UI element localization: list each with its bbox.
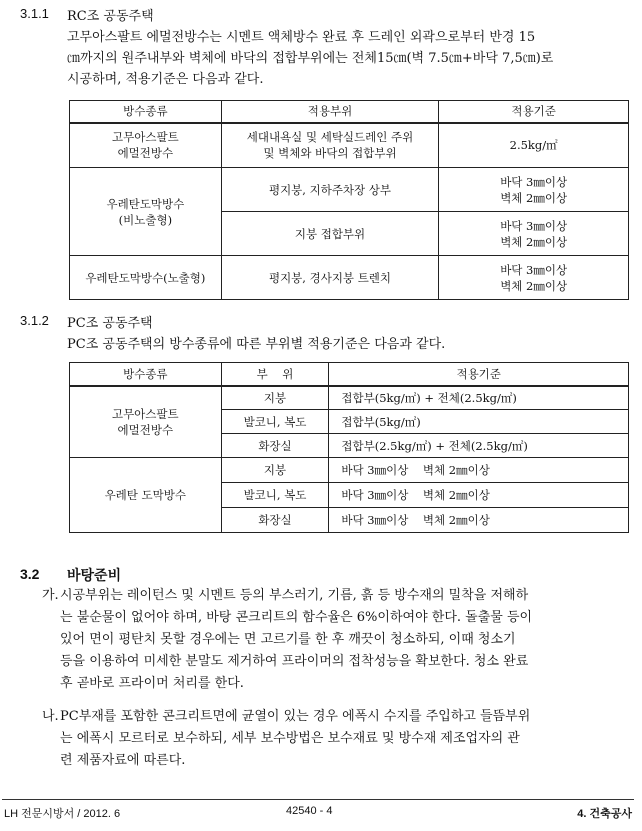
table-cell: 2.5kg/㎡ [439, 123, 629, 168]
table-header: 부 위 [221, 363, 329, 386]
table-cell: 발코니, 복도 [221, 410, 329, 434]
table-cell: 바닥 3㎜이상 벽체 2㎜이상 [329, 508, 629, 533]
table-cell: 바닥 3㎜이상 벽체 2㎜이상 [329, 458, 629, 483]
list-marker: 가. [42, 588, 59, 603]
table-cell: 고무아스팔트 에멀전방수 [70, 123, 222, 168]
table-cell: 지붕 [221, 458, 329, 483]
table-cell: 바닥 3㎜이상 벽체 2㎜이상 [439, 256, 629, 300]
list-text: PC부재를 포함한 콘크리트면에 균열이 있는 경우 에폭시 수지를 주입하고 들뜸부위 는 에폭시 모르터로 보수하되, 세부 보수방법은 보수재료 및 방수재 제조업자의 관 련 제품자료에 따른다. [60, 709, 531, 768]
table-cell: 세대내욕실 및 세탁실드레인 주위 및 벽체와 바닥의 접합부위 [221, 123, 439, 168]
rc-waterproof-table [69, 100, 629, 300]
intro-line: 고무아스팔트 에멀전방수는 시멘트 액체방수 완료 후 드레인 외곽으로부터 반경 15 [67, 30, 536, 45]
list-text: 시공부위는 레이턴스 및 시멘트 등의 부스러기, 기름, 흙 등 방수재의 밀착을 저해하 는 불순물이 없어야 하며, 바탕 콘크리트의 함수율은 6%이하여야 한다. 돌출물 등이 있어 면이 평탄치 못할 경우에는 면 고르기를 한 후 깨끗이 청소하되, 이때 청소기 등을 이용하여 미세한 분말도 제거하여 프라이머의 접착성능을 확보한다. 청소 완료 후 곧바로 프라이머 처리를 한다. [60, 588, 533, 691]
table-cell: 화장실 [221, 508, 329, 533]
section-title-312: PC조 공동주택 [67, 316, 153, 331]
section-311-intro [67, 27, 553, 90]
intro-line: ㎝까지의 원주내부와 벽체에 바닥의 접합부위에는 전체15㎝(벽 7.5㎝+바닥 7,5㎝)로 [67, 51, 554, 66]
footer-right: 4. 건축공사 [577, 808, 632, 820]
table-header: 적용기준 [329, 363, 629, 386]
footer-page-number: 42540 - 4 [286, 805, 333, 817]
table-cell: 우레탄도막방수(노출형) [70, 256, 222, 300]
table-cell: 접합부(5kg/㎡) + 전체(2.5kg/㎡) [329, 386, 629, 410]
table-cell: 바닥 3㎜이상 벽체 2㎜이상 [329, 483, 629, 508]
table-cell: 평지붕, 지하주차장 상부 [221, 168, 439, 212]
table-cell: 접합부(5kg/㎡) [329, 410, 629, 434]
pc-waterproof-table [69, 362, 629, 533]
section-number-32: 3.2 [20, 566, 40, 582]
table-cell: 우레탄 도막방수 [70, 458, 222, 533]
footer-left: LH 전문시방서 / 2012. 6 [4, 808, 121, 820]
table-cell: 지붕 접합부위 [221, 212, 439, 256]
table-header: 적용기준 [439, 101, 629, 123]
section-number-312: 3.1.2 [20, 313, 49, 328]
intro-line: 시공하며, 적용기준은 다음과 같다. [67, 72, 264, 87]
table-cell: 바닥 3㎜이상 벽체 2㎜이상 [439, 168, 629, 212]
table-cell: 화장실 [221, 434, 329, 458]
table-cell: 고무아스팔트 에멀전방수 [70, 386, 222, 458]
section-number-311: 3.1.1 [20, 6, 49, 21]
section-312-intro: PC조 공동주택의 방수종류에 따른 부위별 적용기준은 다음과 같다. [67, 337, 446, 352]
section-title-32: 바탕준비 [67, 568, 122, 584]
footer-divider [2, 799, 634, 800]
table-header: 적용부위 [221, 101, 439, 123]
table-cell: 우레탄도막방수 (비노출형) [70, 168, 222, 256]
table-cell: 평지붕, 경사지붕 트렌치 [221, 256, 439, 300]
table-header: 방수종류 [70, 363, 222, 386]
table-header: 방수종류 [70, 101, 222, 123]
table-cell: 발코니, 복도 [221, 483, 329, 508]
table-cell: 바닥 3㎜이상 벽체 2㎜이상 [439, 212, 629, 256]
table-cell: 접합부(2.5kg/㎡) + 전체(2.5kg/㎡) [329, 434, 629, 458]
list-marker: 나. [42, 709, 59, 724]
section-title-311: RC조 공동주택 [67, 9, 154, 24]
table-cell: 지붕 [221, 386, 329, 410]
